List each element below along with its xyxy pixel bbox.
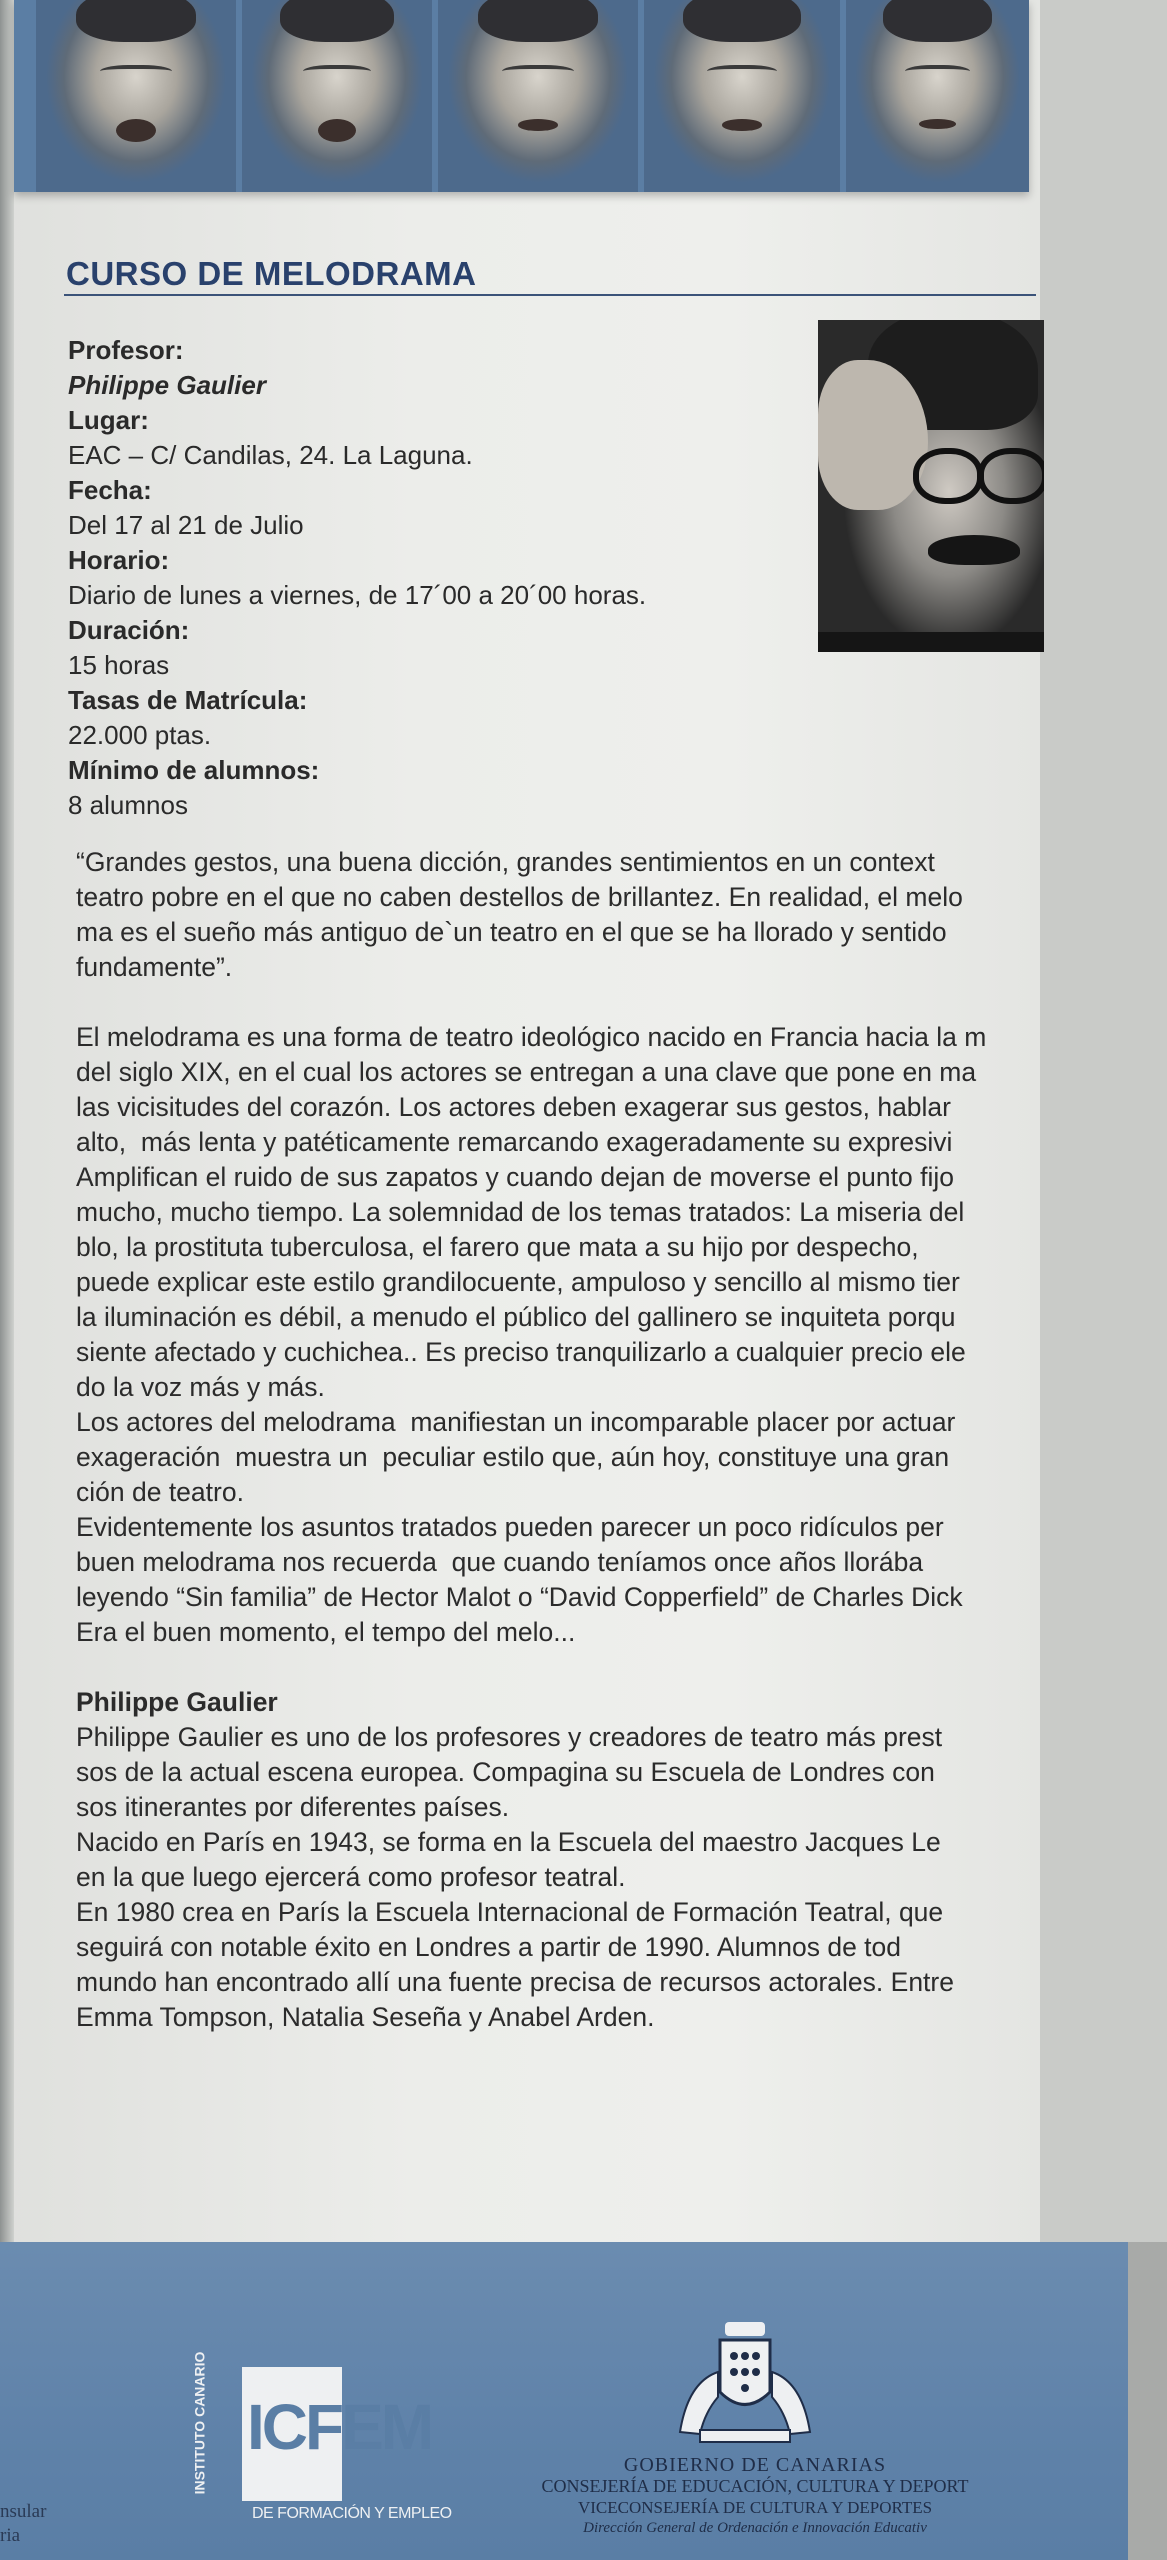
icfem-vertical-text: INSTITUTO CANARIO: [191, 2351, 208, 2495]
description-line: siente afectado y cuchichea.. Es preciso tranquilizarlo a cualquier precio ele: [76, 1337, 966, 1367]
description-line: ción de teatro.: [76, 1477, 244, 1507]
quote-line: ma es el sueño más antiguo de`un teatro en el que se ha llorado y sentido: [76, 917, 947, 947]
description-line: Evidentemente los asuntos tratados pueden parecer un poco ridículos per: [76, 1512, 944, 1542]
footer-edge: [1128, 2242, 1167, 2560]
gov-line-2: CONSEJERÍA DE EDUCACIÓN, CULTURA Y DEPORT: [541, 2476, 969, 2496]
bio-line: sos de la actual escena europea. Compagina su Escuela de Londres con: [76, 1757, 935, 1787]
portrait-moustache: [928, 535, 1020, 565]
paragraph-gap: [76, 1650, 1076, 1685]
portrait-photo: [818, 320, 1044, 632]
info-value-profesor: Philippe Gaulier: [68, 370, 266, 400]
bio-heading: Philippe Gaulier: [76, 1687, 278, 1717]
actor-eyes: [502, 65, 574, 81]
page-edge: [0, 0, 14, 2560]
bio-line: Nacido en París en 1943, se forma en la Escuela del maestro Jacques Le: [76, 1827, 941, 1857]
actor-hair: [76, 0, 196, 42]
info-value-fecha: Del 17 al 21 de Julio: [68, 510, 304, 540]
description-line: puede explicar este estilo grandilocuente, ampuloso y sencillo al mismo tier: [76, 1267, 960, 1297]
canarias-crest-icon: [670, 2322, 820, 2452]
actor-eyes: [303, 65, 371, 81]
description-line: El melodrama es una forma de teatro ideológico nacido en Francia hacia la m: [76, 1022, 987, 1052]
info-value-horario: Diario de lunes a viernes, de 17´00 a 20´00 horas.: [68, 580, 647, 610]
gov-line-4: Dirección General de Ordenación e Innovación Educativ: [583, 2520, 927, 2536]
actor-eyes: [100, 65, 172, 81]
quote-line: “Grandes gestos, una buena dicción, grandes sentimientos en un context: [76, 847, 935, 877]
description-line: blo, la prostituta tuberculosa, el farero que mata a su hijo por despecho,: [76, 1232, 919, 1262]
bio-line: Philippe Gaulier es uno de los profesores y creadores de teatro más prest: [76, 1722, 943, 1752]
teacher-portrait: [818, 320, 1044, 652]
actor-photo-strip: [14, 0, 1029, 192]
actor-hair: [883, 0, 993, 42]
actor-eyes: [905, 65, 971, 81]
description-line: exageración muestra un peculiar estilo que, aún hoy, constituye una gran: [76, 1442, 950, 1472]
icfem-subtitle: DE FORMACIÓN Y EMPLEO: [252, 2505, 452, 2522]
bio-line: En 1980 crea en París la Escuela Internacional de Formación Teatral, que: [76, 1897, 944, 1927]
icfem-letters: ICFEM: [247, 2391, 432, 2463]
info-label-minimo: Mínimo de alumnos:: [68, 755, 320, 785]
actor-photo: [242, 0, 438, 192]
actor-photo: [846, 0, 1029, 192]
actor-mouth: [116, 119, 156, 142]
gov-line-1: GOBIERNO DE CANARIAS: [623, 2454, 887, 2476]
info-label-tasas: Tasas de Matrícula:: [68, 685, 308, 715]
description-paragraph: [76, 1020, 1076, 1650]
actor-photo: [644, 0, 846, 192]
info-value-duracion: 15 horas: [68, 650, 170, 680]
description-line: las vicisitudes del corazón. Los actores deben exagerar sus gestos, hablar: [76, 1092, 951, 1122]
description-line: do la voz más y más.: [76, 1372, 325, 1402]
bio-line: Emma Tompson, Natalia Seseña y Anabel Arden.: [76, 2002, 655, 2032]
actor-photo: [36, 0, 242, 192]
info-label-fecha: Fecha:: [68, 475, 152, 505]
description-line: Amplifican el ruido de sus zapatos y cuando dejan de moverse el punto fijo: [76, 1162, 954, 1192]
description-line: Era el buen momento, el tempo del melo...: [76, 1617, 576, 1647]
bio-line: mundo han encontrado allí una fuente precisa de recursos actorales. Entre: [76, 1967, 954, 1997]
portrait-glasses-left: [913, 448, 983, 504]
quote-paragraph: [76, 845, 1076, 985]
actor-hair: [280, 0, 394, 42]
quote-line: fundamente”.: [76, 952, 233, 982]
description-line: Los actores del melodrama manifiestan un incomparable placer por actuar: [76, 1407, 956, 1437]
quote-line: teatro pobre en el que no caben destellos de brillantez. En realidad, el melo: [76, 882, 963, 912]
footer-fragment-line: nsular: [0, 2501, 47, 2522]
actor-mouth: [722, 119, 761, 131]
portrait-glasses-right: [978, 448, 1044, 504]
course-info: [68, 333, 788, 823]
bio-line: en la que luego ejercerá como profesor teatral.: [76, 1862, 626, 1892]
actor-eyes: [707, 65, 778, 81]
footer-fragment-line: ria: [0, 2525, 21, 2546]
footer-left-fragment: [0, 2500, 46, 2548]
gobierno-canarias-text: [505, 2455, 1005, 2539]
course-description: [76, 845, 1076, 2035]
info-value-lugar: EAC – C/ Candilas, 24. La Laguna.: [68, 440, 473, 470]
description-line: del siglo XIX, en el cual los actores se entregan a una clave que pone en ma: [76, 1057, 977, 1087]
actor-mouth: [919, 119, 956, 129]
description-line: buen melodrama nos recuerda que cuando teníamos once años llorába: [76, 1547, 924, 1577]
info-label-horario: Horario:: [68, 545, 170, 575]
actor-mouth: [518, 119, 558, 131]
description-line: leyendo “Sin familia” de Hector Malot o “David Copperfield” de Charles Dick: [76, 1582, 963, 1612]
description-line: alto, más lenta y patéticamente remarcando exageradamente su expresivi: [76, 1127, 953, 1157]
info-value-minimo: 8 alumnos: [68, 790, 188, 820]
description-line: la iluminación es débil, a menudo el público del gallinero se inquiteta porqu: [76, 1302, 956, 1332]
info-value-tasas: 22.000 ptas.: [68, 720, 212, 750]
title-underline: [64, 294, 1036, 296]
gov-line-3: VICECONSEJERÍA DE CULTURA Y DEPORTES: [577, 2498, 933, 2517]
bio-section: [76, 1685, 1076, 2035]
bio-line: seguirá con notable éxito en Londres a partir de 1990. Alumnos de tod: [76, 1932, 902, 1962]
actor-mouth: [318, 119, 356, 142]
paragraph-gap: [76, 985, 1076, 1020]
course-title: CURSO DE MELODRAMA: [66, 255, 477, 292]
actor-photo: [438, 0, 644, 192]
actor-hair: [683, 0, 801, 42]
info-label-lugar: Lugar:: [68, 405, 149, 435]
description-line: mucho, mucho tiempo. La solemnidad de los temas tratados: La miseria del: [76, 1197, 965, 1227]
actor-hair: [478, 0, 598, 42]
icfem-logo: [172, 2351, 452, 2522]
info-label-profesor: Profesor:: [68, 335, 184, 365]
bio-line: sos itinerantes por diferentes países.: [76, 1792, 510, 1822]
info-label-duracion: Duración:: [68, 615, 190, 645]
